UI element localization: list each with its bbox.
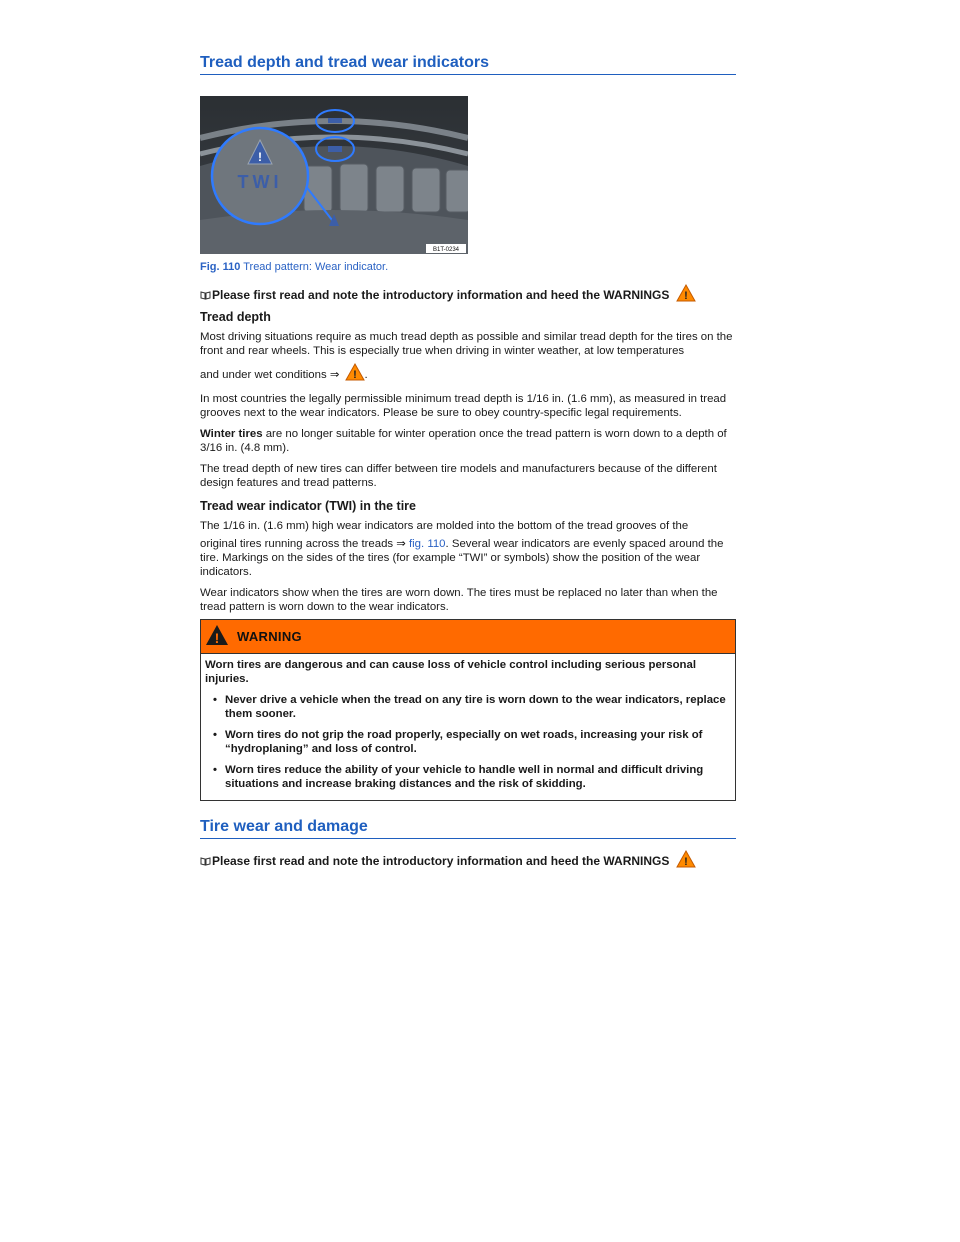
figure-link[interactable]: fig. 110: [408, 538, 446, 550]
bullet: •: [213, 694, 217, 706]
paragraph-fragment: and under wet conditions ⇒: [200, 369, 340, 381]
section-title: Tread depth and tread wear indicators: [200, 54, 736, 75]
paragraph-fragment: are no longer suitable for winter operation once the tread pattern is worn down to a depth of 3/16 in. (4.8 mm).: [200, 428, 727, 454]
svg-text:!: !: [683, 290, 688, 302]
paragraph: The tread depth of new tires can differ between tire models and manufacturers because of the different design features and tread patterns.: [200, 463, 717, 489]
term-winter-tires: Winter tires: [200, 428, 263, 440]
heading-tread-depth: Tread depth: [200, 310, 271, 324]
warning-item: [205, 728, 731, 763]
warning-item-text: Never drive a vehicle when the tread on any tire is worn down to the wear indicators, replace them sooner.: [225, 694, 726, 720]
heading-twi: Tread wear indicator (TWI) in the tire: [200, 499, 417, 513]
paragraph: [200, 427, 736, 455]
warning-header: [201, 620, 735, 654]
section-tread-depth: [200, 54, 736, 75]
svg-text:!: !: [214, 630, 220, 646]
intro-text: Please first read and note the introductory information and heed the WARNINGS: [212, 854, 670, 868]
body-text: [200, 310, 736, 621]
warning-item-text: Worn tires reduce the ability of your vehicle to handle well in normal and difficult driving situations and increase braking distances and the risk of skidding.: [225, 764, 704, 790]
warning-item: [205, 693, 731, 728]
section-tire-wear: [200, 818, 736, 839]
paragraph: Wear indicators show when the tires are worn down. The tires must be replaced no later than when the tread pattern is worn down to the wear indicators.: [200, 587, 718, 613]
section-title: Tire wear and damage: [200, 818, 736, 839]
warning-item-text: Worn tires do not grip the road properly, especially on wet roads, increasing your risk of “hydroplaning” and loss of control.: [225, 729, 703, 755]
bullet: •: [213, 764, 217, 776]
paragraph-fragment: . Several wear indicators are evenly spaced around the tire. Markings on the sides of the tires (for example “TWI” or symbols) show the position of the wear indicators.: [200, 538, 724, 578]
warning-triangle-icon[interactable]: [676, 850, 696, 871]
paragraph-fragment: .: [364, 369, 368, 381]
figure-caption: [200, 261, 388, 273]
book-icon: [200, 855, 211, 864]
paragraph: The 1/16 in. (1.6 mm) high wear indicators are molded into the bottom of the tread grooves of the: [200, 520, 689, 532]
figure-caption-text: Tread pattern: Wear indicator.: [243, 261, 389, 273]
paragraph: [200, 537, 736, 579]
svg-text:!: !: [258, 150, 262, 164]
tire-tread-illustration: [200, 96, 468, 254]
paragraph: Most driving situations require as much tread depth as possible and similar tread depth for the tires on the front and rear wheels. This is especially true when driving in winter weather, at low temperatures: [200, 331, 733, 357]
warning-body: [201, 654, 735, 800]
warning-lead: Worn tires are dangerous and can cause loss of vehicle control including serious personal injuries.: [205, 659, 696, 685]
intro-line: [200, 850, 696, 871]
intro-text: Please first read and note the introductory information and heed the WARNINGS: [212, 288, 670, 302]
warning-title: WARNING: [237, 628, 302, 644]
figure-code: B1T-0234: [432, 247, 460, 253]
warning-triangle-icon[interactable]: [676, 284, 696, 305]
warning-triangle-icon: [205, 624, 229, 649]
figure-tread-wear-indicator: [200, 96, 468, 254]
bullet: •: [213, 729, 217, 741]
paragraph-fragment: original tires running across the treads ⇒: [200, 538, 409, 550]
book-icon: [200, 289, 211, 298]
figure-caption-label: Fig. 110: [200, 261, 241, 273]
svg-text:!: !: [352, 369, 357, 381]
paragraph: In most countries the legally permissible minimum tread depth is 1/16 in. (1.6 mm), as measured in tread grooves next to the wear indicators. Please be sure to obey country-specific legal requirements.: [200, 393, 727, 419]
svg-text:!: !: [683, 856, 688, 868]
twi-label: TWI: [237, 172, 283, 192]
paragraph: [200, 363, 736, 385]
warning-item: [205, 763, 731, 798]
intro-line: [200, 284, 696, 305]
warning-triangle-icon[interactable]: [345, 363, 365, 385]
warning-box: [200, 619, 736, 801]
